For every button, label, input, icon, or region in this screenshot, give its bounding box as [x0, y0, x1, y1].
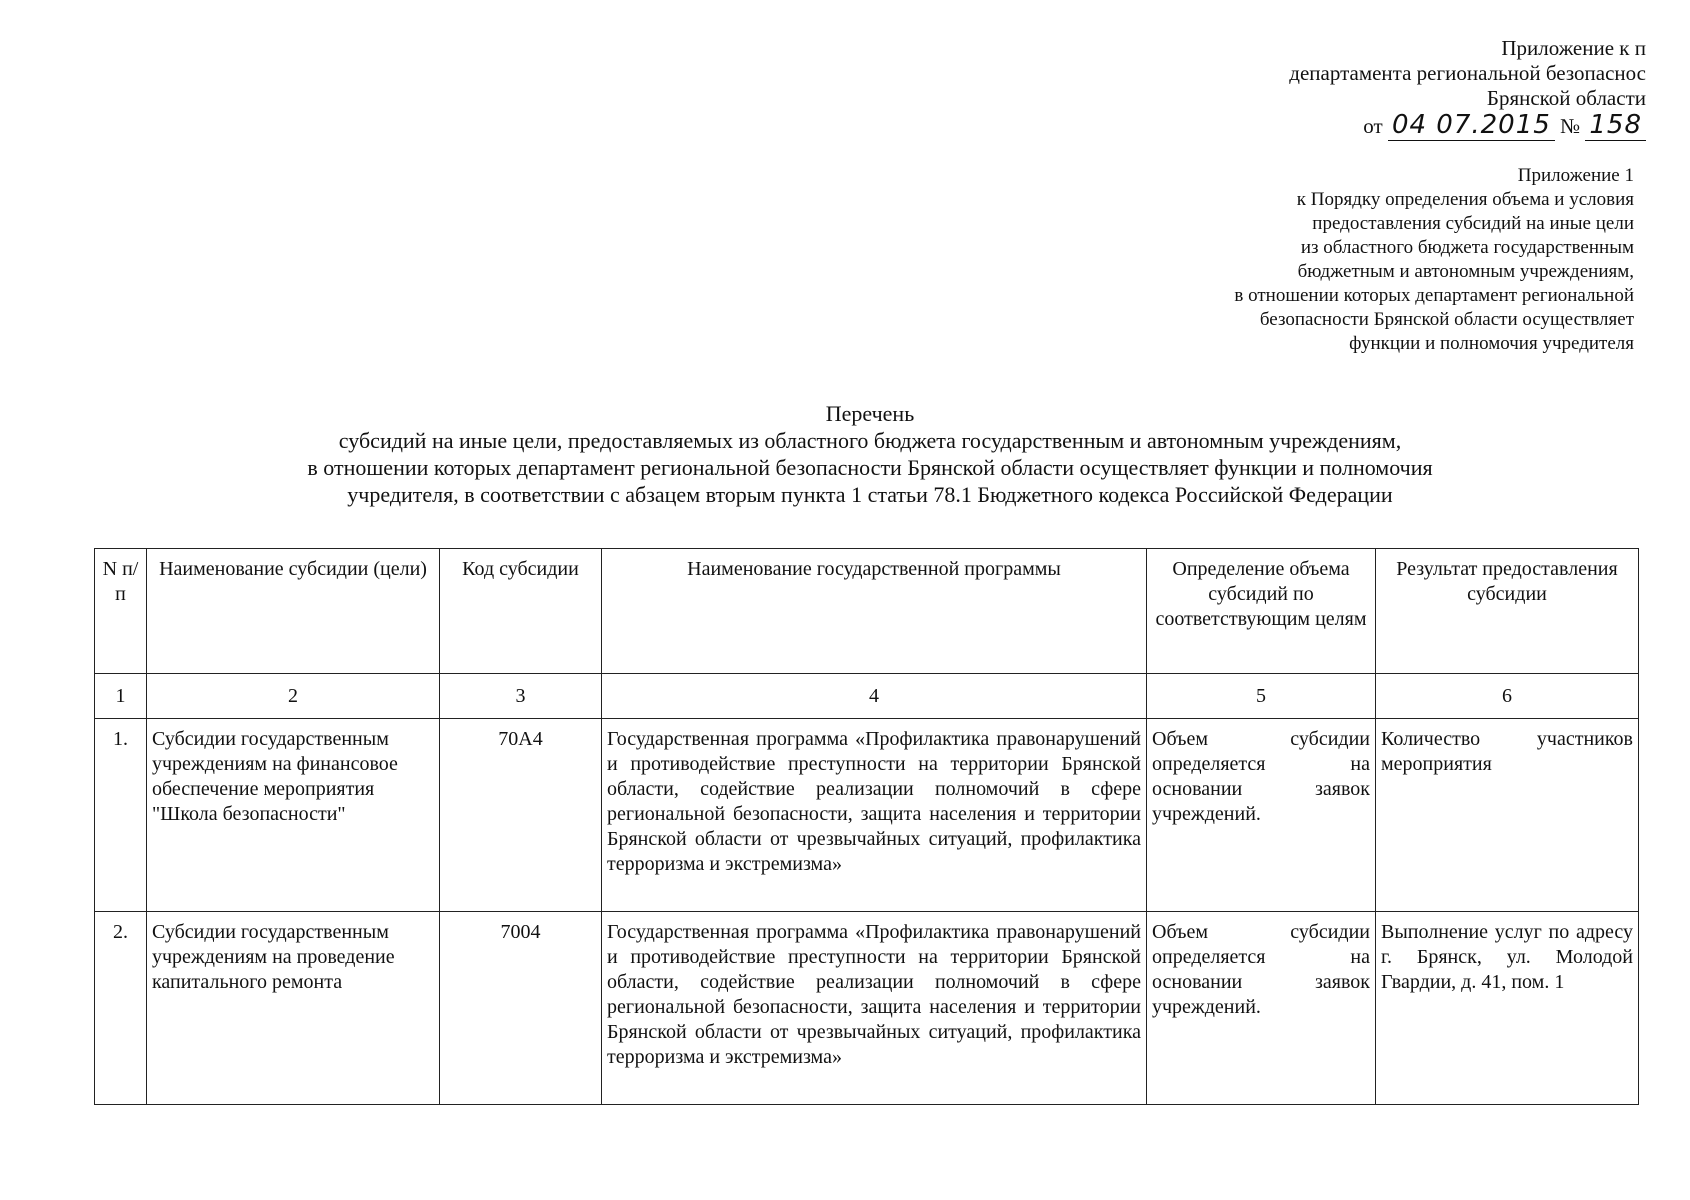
approval-block — [1086, 36, 1646, 139]
table-row — [95, 719, 1639, 912]
row-number: 1. — [95, 719, 147, 912]
volume-definition: Объем субсидии определяется на основании заявок учреждений. — [1147, 912, 1376, 1105]
approval-line-2: департамента региональной безопаснос — [1289, 61, 1646, 85]
appendix-block — [1114, 164, 1634, 356]
title-line: субсидий на иные цели, предоставляемых из областного бюджета государственным и автономным учреждениям, — [338, 428, 1402, 453]
approval-line-3: Брянской области — [1486, 86, 1646, 110]
title-line: в отношении которых департамент региональной безопасности Брянской области осуществляет функции и полномочия — [307, 455, 1433, 480]
subsidy-code: 70А4 — [440, 719, 602, 912]
title-line: учредителя, в соответствии с абзацем вторым пункта 1 статьи 78.1 Бюджетного кодекса Российской Федерации — [347, 482, 1393, 507]
column-number-row — [95, 674, 1639, 719]
header-program-name: Наименование государственной программы — [602, 549, 1147, 674]
table-header-row — [95, 549, 1639, 674]
subsidy-code: 7004 — [440, 912, 602, 1105]
header-volume-definition: Определение объема субсидий по соответствующим целям — [1147, 549, 1376, 674]
subsidy-table — [94, 548, 1639, 1105]
document-title — [94, 400, 1646, 508]
program-name: Государственная программа «Профилактика правонарушений и противодействие преступности на территории Брянской области, содействие реализации полномочий в сфере региональной безопасности, защита населения и территории Брянской области от чрезвычайных ситуаций, профилактика терроризма и экстремизма» — [602, 719, 1147, 912]
column-number: 3 — [440, 674, 602, 719]
appendix-line: в отношении которых департамент региональной — [1234, 285, 1634, 306]
appendix-line: безопасности Брянской области осуществляет — [1259, 309, 1634, 330]
column-number: 5 — [1147, 674, 1376, 719]
column-number: 6 — [1376, 674, 1639, 719]
column-number: 2 — [147, 674, 440, 719]
approval-date-line — [1086, 110, 1646, 140]
handwritten-date: 04 07.2015 — [1388, 110, 1555, 141]
appendix-line: предоставления субсидий на иные цели — [1312, 213, 1634, 234]
appendix-line: Приложение 1 — [1517, 165, 1634, 186]
subsidy-result: Выполнение услуг по адресу г. Брянск, ул. Молодой Гвардии, д. 41, пом. 1 — [1376, 912, 1639, 1105]
handwritten-number: 158 — [1585, 110, 1646, 141]
header-result: Результат предоставления субсидии — [1376, 549, 1639, 674]
table-row — [95, 912, 1639, 1105]
appendix-line: из областного бюджета государственным — [1300, 237, 1634, 258]
subsidy-name: Субсидии государственным учреждениям на финансовое обеспечение мероприятия "Школа безопасности" — [147, 719, 440, 912]
appendix-line: функции и полномочия учредителя — [1349, 333, 1634, 354]
appendix-line: бюджетным и автономным учреждениям, — [1297, 261, 1634, 282]
subsidy-name: Субсидии государственным учреждениям на проведение капитального ремонта — [147, 912, 440, 1105]
date-prefix: от — [1363, 114, 1383, 138]
subsidy-result: Количество участников мероприятия — [1376, 719, 1639, 912]
header-subsidy-code: Код субсидии — [440, 549, 602, 674]
row-number: 2. — [95, 912, 147, 1105]
number-prefix: № — [1560, 114, 1581, 138]
column-number: 1 — [95, 674, 147, 719]
program-name: Государственная программа «Профилактика правонарушений и противодействие преступности на территории Брянской области, содействие реализации полномочий в сфере региональной безопасности, защита населения и территории Брянской области от чрезвычайных ситуаций, профилактика терроризма и экстремизма» — [602, 912, 1147, 1105]
header-number: N п/п — [95, 549, 147, 674]
header-subsidy-name: Наименование субсидии (цели) — [147, 549, 440, 674]
appendix-line: к Порядку определения объема и условия — [1296, 189, 1634, 210]
column-number: 4 — [602, 674, 1147, 719]
title-heading: Перечень — [825, 401, 915, 426]
approval-line-1: Приложение к п — [1501, 36, 1646, 60]
volume-definition: Объем субсидии определяется на основании заявок учреждений. — [1147, 719, 1376, 912]
